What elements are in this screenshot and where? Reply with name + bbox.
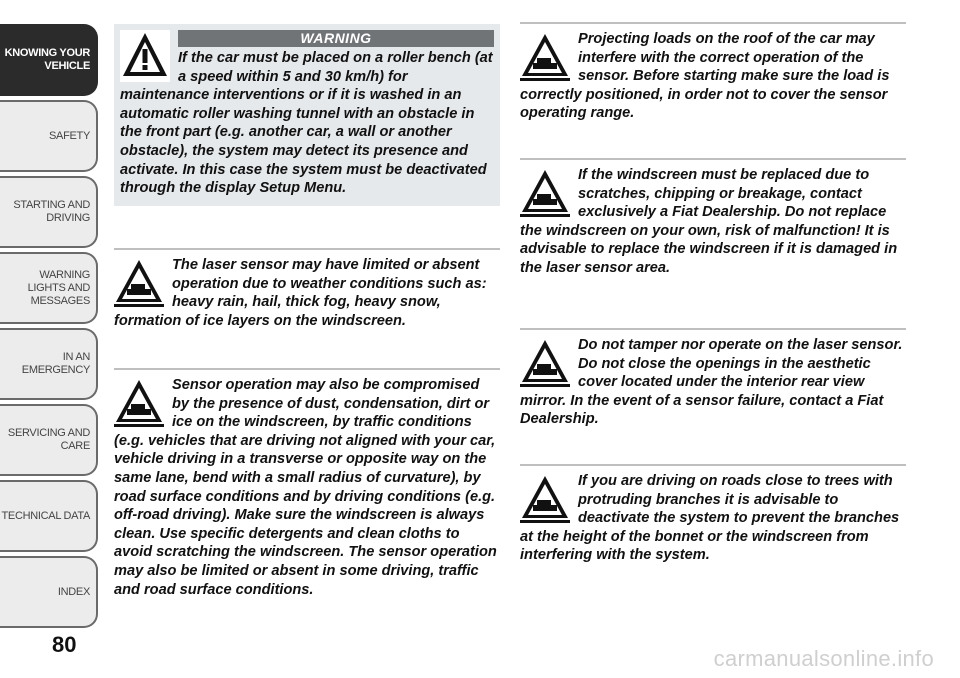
tab-in-an-emergency[interactable] [0,328,98,400]
tab-warning-lights[interactable] [0,252,98,324]
note-text: If you are driving on roads close to trees with protruding branches it is advisable to deactivate the system to prevent the branches at the height of the bonnet or the windscreen from interfering with the system. [520,473,900,564]
car-sensor-warning-icon [520,338,570,390]
tab-label: KNOWING YOUR VEHICLE [4,47,90,72]
note-trees-branches [520,464,906,565]
note-roof-loads [520,22,906,123]
tab-label: SAFETY [49,129,90,142]
car-sensor-warning-icon [114,378,164,430]
note-weather-conditions [114,248,500,330]
tab-label: TECHNICAL DATA [1,509,90,522]
note-text: The laser sensor may have limited or absent operation due to weather conditions such as: heavy rain, hail, thick fog, heavy snow, formation of ice layers on the windscreen. [114,257,487,329]
car-sensor-warning-icon [520,32,570,84]
note-text: Do not tamper nor operate on the laser sensor. Do not close the openings in the aesthetic cover located under the interior rear view mirror. In the event of a sensor failure, contact a Fiat Dealership. [520,337,903,428]
note-do-not-tamper [520,328,906,429]
note-sensor-compromised [114,368,500,599]
tab-starting-and-driving[interactable] [0,176,98,248]
car-sensor-warning-icon [520,474,570,526]
warning-text: If the car must be placed on a roller bench (at a speed within 5 and 30 km/h) for maintenance interventions or if it is washed in an automatic roller washing tunnel with an obstacle in the front part (e.g. another car, a wall or another obstacle), the system may detect its presence and activate. In this case the system must be deactivated through the display Setup Menu. [120,50,493,197]
chapter-sidebar [0,0,102,640]
tab-label: IN AN EMERGENCY [21,351,90,376]
car-sensor-warning-icon [520,168,570,220]
note-text: Projecting loads on the roof of the car may interfere with the correct operation of the sensor. Before starting make sure the load is correctly positioned, in order not to cover the sensor operating range. [520,31,890,122]
page-number: 80 [52,632,77,657]
tab-label: WARNING LIGHTS AND MESSAGES [27,268,90,307]
tab-label: SERVICING AND CARE [7,427,90,452]
tab-technical-data[interactable] [0,480,98,552]
tab-label: INDEX [57,585,90,598]
tab-label: STARTING AND DRIVING [13,199,90,224]
note-text: If the windscreen must be replaced due to scratches, chipping or breakage, contact exclusively a Fiat Dealership. Do not replace the windscreen on your own, risk of malfunction! It is advisable to replace the windscreen if it is damaged in the laser sensor area. [520,167,898,276]
car-sensor-warning-icon [114,258,164,310]
note-windscreen-replacement [520,158,906,278]
tab-index[interactable] [0,556,98,628]
note-text: Sensor operation may also be compromised by the presence of dust, condensation, dirt or ice on the windscreen, by traffic conditions (e.g. vehicles that are driving not aligned with your car, vehicle driving in a transverse or opposite way on the same lane, bend with a small radius of curvature), by road surface conditions and by driving conditions (e.g. off-road driving). Make sure the windscreen is always clean. Use specific detergents and clean cloths to avoid scratching the windscreen. The sensor operation may also be limited or absent in some driving, traffic and road surface conditions. [114,377,497,598]
tab-servicing-and-care[interactable] [0,404,98,476]
tab-safety[interactable] [0,100,98,172]
warning-header: WARNING [178,30,494,47]
warning-box [114,24,500,206]
tab-knowing-your-vehicle[interactable] [0,24,98,96]
watermark-text: carmanualsonline.info [713,646,934,671]
warning-triangle-icon [120,30,170,82]
